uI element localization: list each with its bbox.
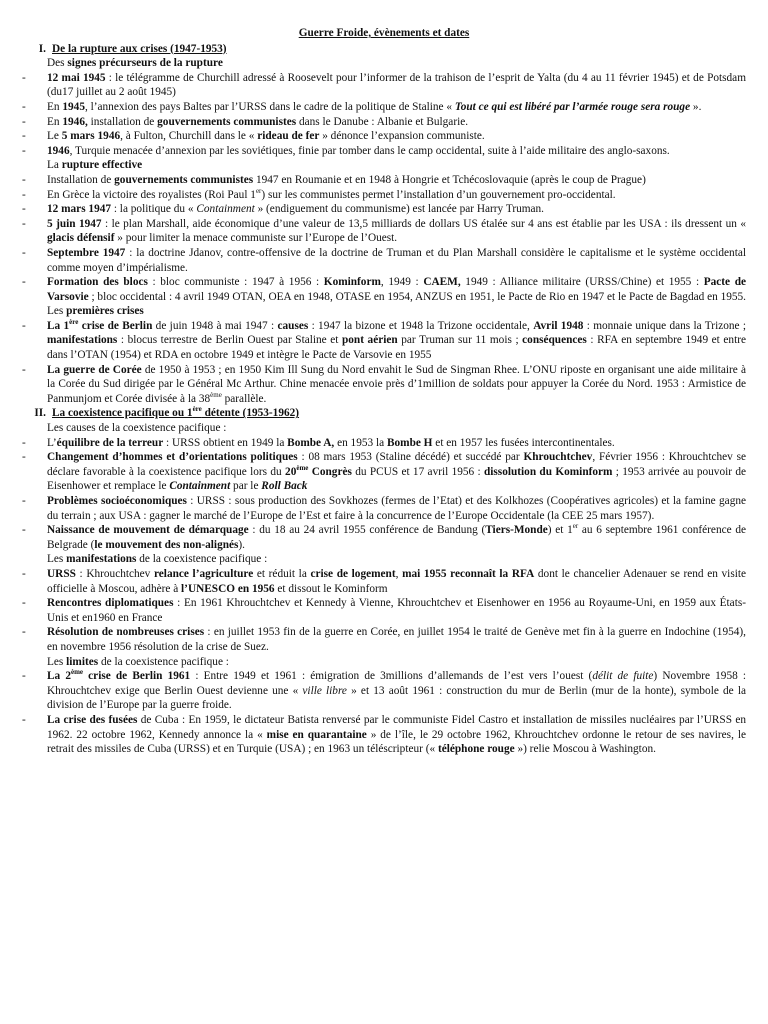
subheading-rupture: La rupture effective [47,159,143,172]
list-item: - Formation des blocs : bloc communiste : 1947 à 1956 : Kominform, 1949 : CAEM, 1949 : Alliance militaire (URSS/Chine) et 1955 : Pacte de Varsovie ; bloc occidental : 4 avril 1949 OTAN, OEA en 1948, OTASE en 1954, ANZUS en 1951, le Pacte de Rio en 1947 et le Pacte de Bagdad en 1955. [22,276,746,303]
section-number: I. [38,42,46,55]
list-item: - URSS : Khrouchtchev relance l’agriculture et réduit la crise de logement, mai 1955 reconnaît la RFA dont le chancelier Adenauer se rend en visite officielle à Moscou, adhère à l’UNESCO en 1956 et dissout le Kominform [22,567,747,595]
list-item: - Résolution de nombreuses crises : en juillet 1953 fin de la guerre en Corée, en juillet 1954 le traité de Genève met fin à la guerre en Indochine (1954), en novembre 1956 résolution de la crise de Suez. [22,626,746,653]
subheading-limites: Les limites de la coexistence pacifique : [47,655,229,668]
list-item: - Le 5 mars 1946, à Fulton, Churchill dans le « rideau de fer » dénonce l’expansion communiste. [22,130,485,143]
list-item: - La 2ème crise de Berlin 1961 : Entre 1949 et 1961 : émigration de 3millions d’allemands de l’est vers l’ouest (délit de fuite) Novembre 1958 : Khrouchtchev exige que Berlin Ouest devienne une « ville libre » et 13 août 1961 : construction du mur de Berlin (mur de la honte), symbole de la division de l’Europe par la guerre froide. [22,668,747,712]
list-item: - Installation de gouvernements communistes 1947 en Roumanie et en 1948 à Hongrie et Tchécoslovaquie (après le coup de Prague) [22,173,646,186]
section-1-heading [22,42,746,57]
list-item: - En 1946, installation de gouvernements communistes dans le Danube : Albanie et Bulgarie. [22,115,469,128]
list-item: - La 1ère crise de Berlin de juin 1948 à mai 1947 : causes : 1947 la bizone et 1948 la Trizone occidentale, Avril 1948 : monnaie unique dans la Trizone ; manifestations : blocus terrestre de Berlin Ouest par Staline et pont aérien par Truman sur 11 mois ; conséquences : RFA en septembre 1949 et entre dans l’OTAN (1954) et RDA en octobre 1949 et intègre le Pacte de Varsovie en 1955 [22,318,747,362]
list-item: - La guerre de Corée de 1950 à 1953 ; en 1950 Kim Ill Sung du Nord envahit le Sud de Singman Rhee. L’ONU riposte en organisant une aide militaire à la Corée du Sud dirigée par le Général Mc Arthur. Chine menacée envoie près d’1million de soldats pour appuyer la Corée du Nord. 1953 : Armistice de Panmunjom et Corée divisée à la 38ème parallèle. [22,363,746,405]
section-2-heading [22,406,746,421]
list-item: - 5 juin 1947 : le plan Marshall, aide économique d’une valeur de 13,5 milliards de dollars US étalée sur 4 ans est établie par les USA : ils dressent un « glacis défensif » pour limiter la menace communiste sur l’Europe de l’Ouest. [22,217,746,245]
list-item: - Septembre 1947 : la doctrine Jdanov, contre-offensive de la doctrine de Truman et du Plan Marshall considère le capitalisme et le système occidental comme moyen d’impérialisme. [22,246,746,274]
subheading-manifestations: Les manifestations de la coexistence pacifique : [47,553,268,566]
subheading-crises: Les premières crises [47,305,144,318]
list-item: - 12 mars 1947 : la politique du « Containment » (endiguement du communisme) est lancée par Harry Truman. [22,203,545,216]
list-item: - L’équilibre de la terreur : URSS obtient en 1949 la Bombe A, en 1953 la Bombe H et en 1957 les fusées intercontinentales. [22,436,615,449]
subheading-signes: Des signes précurseurs de la rupture [47,57,223,70]
list-item: - En Grèce la victoire des royalistes (Roi Paul 1er) sur les communistes permet l’installation d’un gouvernement pro-occidental. [22,186,616,201]
list-item: - Changement d’hommes et d’orientations politiques : 08 mars 1953 (Staline décédé) et succédé par Khrouchtchev, Février 1956 : Khrouchtchev se déclare favorable à la coexistence pacifique lors du 20ème Congrès du PCUS et 17 avril 1956 : dissolution du Kominform ; 1953 arrivée au pouvoir de Eisenhower et remplace le Containment par le Roll Back [22,451,747,493]
list-item: - Problèmes socioéconomiques : URSS : sous production des Sovkhozes (fermes de l’Etat) et des Kolkhozes (Coopératives agricoles) et la famine gagne du terrain ; aux USA : gagner le marché de l’Europe de l’Est et faire à la concurrence de l’Europe Occidentale (la CEE 25 mars 1957). [22,495,747,522]
list-item: - Naissance de mouvement de démarquage : du 18 au 24 avril 1955 conférence de Bandung (Tiers-Monde) et 1er au 6 septembre 1961 conférence de Belgrade (le mouvement des non-alignés). [22,522,746,551]
list-item: - La crise des fusées de Cuba : En 1959, le dictateur Batista renversé par le communiste Fidel Castro et installation de missiles nucléaires par l’URSS en 1962. 22 octobre 1962, Kennedy annonce la « mise en quarantaine » de l’île, le 29 octobre 1962, Khrouchtchev ordonne le retour de ses navires, le retrait des missiles de Cuba (URSS) et en Turquie (USA) ; en 1963 un téléscripteur (« téléphone rouge ») relie Moscou à Washington. [22,713,747,756]
list-item: - 1946, Turquie menacée d’annexion par les soviétiques, finie par tomber dans le camp occidental, suite à l’aide militaire des anglo-saxons. [22,144,670,157]
list-item: - 12 mai 1945 : le télégramme de Churchill adressé à Roosevelt pour l’informer de la trahison de l’esprit de Yalta (du 4 au 11 février 1945) et de Potsdam (du17 juillet au 2 août 1945) [22,71,746,99]
section-title: De la rupture aux crises (1947-1953) [52,42,227,55]
subheading-causes: Les causes de la coexistence pacifique : [47,422,227,435]
section-title: La coexistence pacifique ou 1ère détente (1953-1962) [52,405,300,420]
document-title: Guerre Froide, évènements et dates [298,27,470,39]
list-item: - En 1945, l’annexion des pays Baltes par l’URSS dans le cadre de la politique de Staline « Tout ce qui est libéré par l’armée rouge sera rouge ». [22,100,702,113]
section-number: II. [34,407,46,420]
list-item: - Rencontres diplomatiques : En 1961 Khrouchtchev et Kennedy à Vienne, Khrouchtchev et Eisenhower en 1956 au Royaume-Uni, en 1959 aux États-Unis et en1960 en France [22,597,746,624]
